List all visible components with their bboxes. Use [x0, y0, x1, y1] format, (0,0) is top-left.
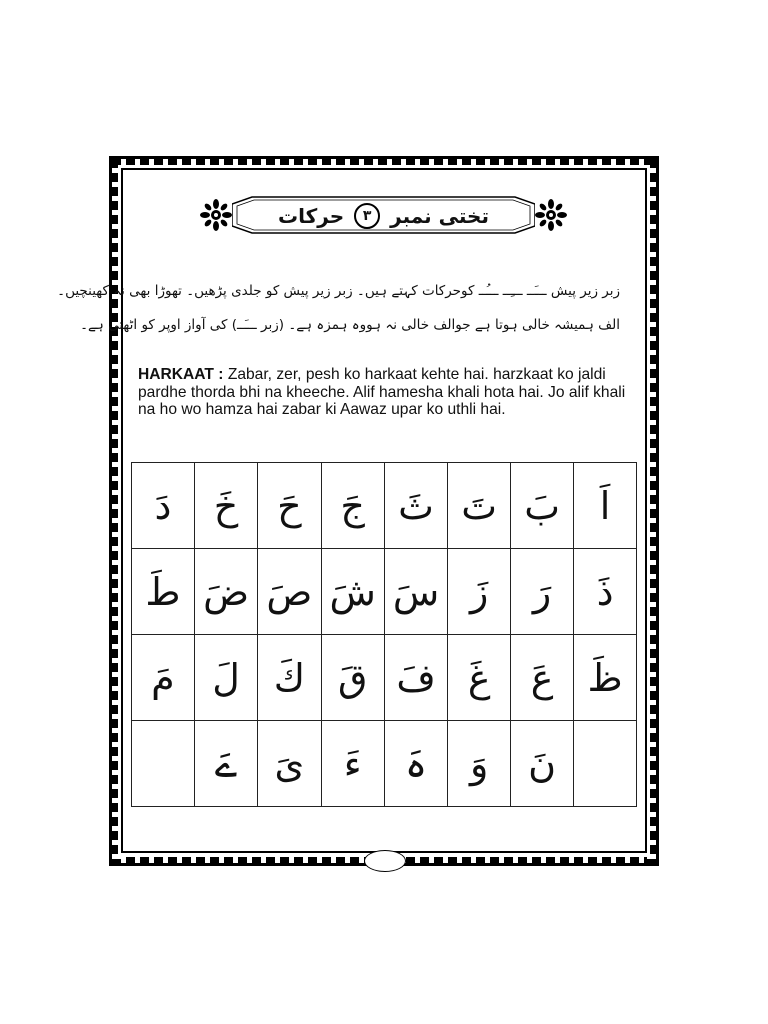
letter-cell: ءَ [321, 721, 384, 807]
letter-cell: ہَ [384, 721, 447, 807]
letter-cell: خَ [194, 463, 257, 549]
letter-cell: كَ [258, 635, 321, 721]
inner-rule-left [121, 168, 123, 852]
letter-cell: رَ [511, 549, 574, 635]
letter-cell: طَ [132, 549, 195, 635]
letters-row [132, 463, 637, 549]
letter-cell: حَ [258, 463, 321, 549]
inner-rule-top [121, 168, 647, 170]
letters-row [132, 721, 637, 807]
empty-letter-cell [132, 721, 195, 807]
urdu-instruction-line-2: الف ہمیشہ خالی ہوتا ہے جوالف خالی نہ ہووہ ہمزہ ہے۔ (زبر ـــَــ) کی آواز اوپر کو اٹھتی ہے۔ [80, 317, 620, 333]
letter-cell: سَ [384, 549, 447, 635]
letter-cell: قَ [321, 635, 384, 721]
letter-cell: صَ [258, 549, 321, 635]
letter-cell: ذَ [574, 549, 637, 635]
urdu-instruction-line-1: زبر زیر پیش ـــَــ ـــِــ ـــُــ کوحرکات کہتے ہیں۔ زبر زیر پیش کو جلدی پڑھیں۔ تھوڑا بھی نہ کھینچیں۔ [57, 283, 620, 299]
letter-cell: اَ [574, 463, 637, 549]
lesson-title: حرکات [278, 204, 345, 228]
letter-cell: شَ [321, 549, 384, 635]
letter-cell: مَ [132, 635, 195, 721]
roman-body: Zabar, zer, pesh ko harkaat kehte hai. harzkaat ko jaldi pardhe thorda bhi na kheeche. Alif hamesha khali hota hai. Jo alif khali na ho wo hamza hai zabar ki Aawaz upar ko uthli hai. [138, 366, 626, 418]
lesson-label: تختی نمبر [390, 204, 489, 228]
letter-cell: نَ [511, 721, 574, 807]
letter-cell: لَ [194, 635, 257, 721]
letter-cell: تَ [448, 463, 511, 549]
letters-row [132, 549, 637, 635]
page-title [232, 196, 535, 236]
letter-cell: وَ [448, 721, 511, 807]
letter-cell: ثَ [384, 463, 447, 549]
letter-cell: یَ [258, 721, 321, 807]
letters-grid [131, 462, 637, 807]
roman-instruction-paragraph [138, 366, 638, 419]
left-flourish-icon [199, 198, 233, 232]
letter-cell: جَ [321, 463, 384, 549]
inner-rule-right [645, 168, 647, 852]
lesson-number-badge: ۳ [354, 203, 380, 229]
letter-cell: زَ [448, 549, 511, 635]
roman-heading: HARKAAT : [138, 366, 224, 383]
letter-cell: عَ [511, 635, 574, 721]
letter-cell: ےَ [194, 721, 257, 807]
letters-row [132, 635, 637, 721]
right-flourish-icon [534, 198, 568, 232]
page-number-oval [364, 850, 406, 872]
letter-cell: ضَ [194, 549, 257, 635]
letter-cell: فَ [384, 635, 447, 721]
letter-cell: ظَ [574, 635, 637, 721]
letter-cell: دَ [132, 463, 195, 549]
letter-cell: غَ [448, 635, 511, 721]
empty-letter-cell [574, 721, 637, 807]
letter-cell: بَ [511, 463, 574, 549]
